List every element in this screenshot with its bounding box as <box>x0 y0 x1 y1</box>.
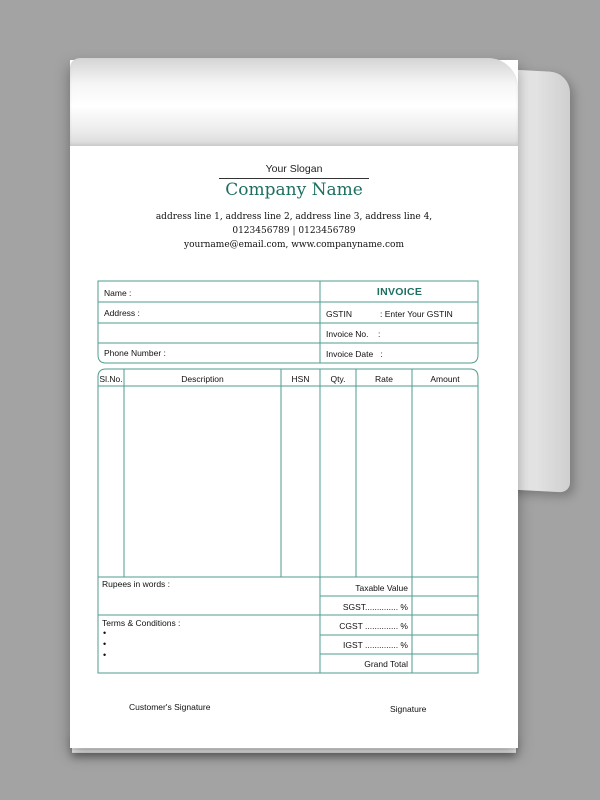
col-header-amount: Amount <box>430 374 460 384</box>
customer-signature-label: Customer's Signature <box>129 702 211 712</box>
address-line: address line 1, address line 2, address line 3, address line 4, <box>155 212 433 222</box>
taxable-value-label: Taxable Value <box>355 583 408 593</box>
rupees-in-words-label: Rupees in words : <box>102 579 171 589</box>
terms-bullet: • <box>103 650 107 660</box>
contact-line: yourname@email.com, www.companyname.com <box>184 240 404 250</box>
name-label: Name : <box>104 288 132 298</box>
gstin-label: GSTIN <box>326 309 352 319</box>
grand-total-label: Grand Total <box>364 659 408 669</box>
gstin-value: : Enter Your GSTIN <box>380 309 453 319</box>
igst-label: IGST .............. % <box>342 640 408 650</box>
phone-number-label: Phone Number : <box>104 348 166 358</box>
sgst-label: SGST.............. % <box>342 602 408 612</box>
signature-label: Signature <box>390 704 427 714</box>
invoice-title: INVOICE <box>376 286 423 298</box>
col-header-slno: Sl.No. <box>99 374 123 384</box>
col-header-rate: Rate <box>375 374 393 384</box>
slogan: Your Slogan <box>265 163 323 175</box>
address-label: Address : <box>104 308 140 318</box>
invoice-date-label: Invoice Date : <box>326 349 383 359</box>
terms-bullet: • <box>103 628 107 638</box>
col-header-description: Description <box>181 374 224 384</box>
col-header-hsn: HSN <box>291 374 310 384</box>
col-header-qty: Qty. <box>330 374 346 384</box>
phone-line: 0123456789 | 0123456789 <box>232 226 356 236</box>
company-name: Company Name <box>225 180 363 200</box>
invoice-number-label: Invoice No. : <box>326 329 381 339</box>
cgst-label: CGST .............. % <box>339 621 408 631</box>
terms-bullet: • <box>103 639 107 649</box>
terms-label: Terms & Conditions : <box>102 618 181 628</box>
